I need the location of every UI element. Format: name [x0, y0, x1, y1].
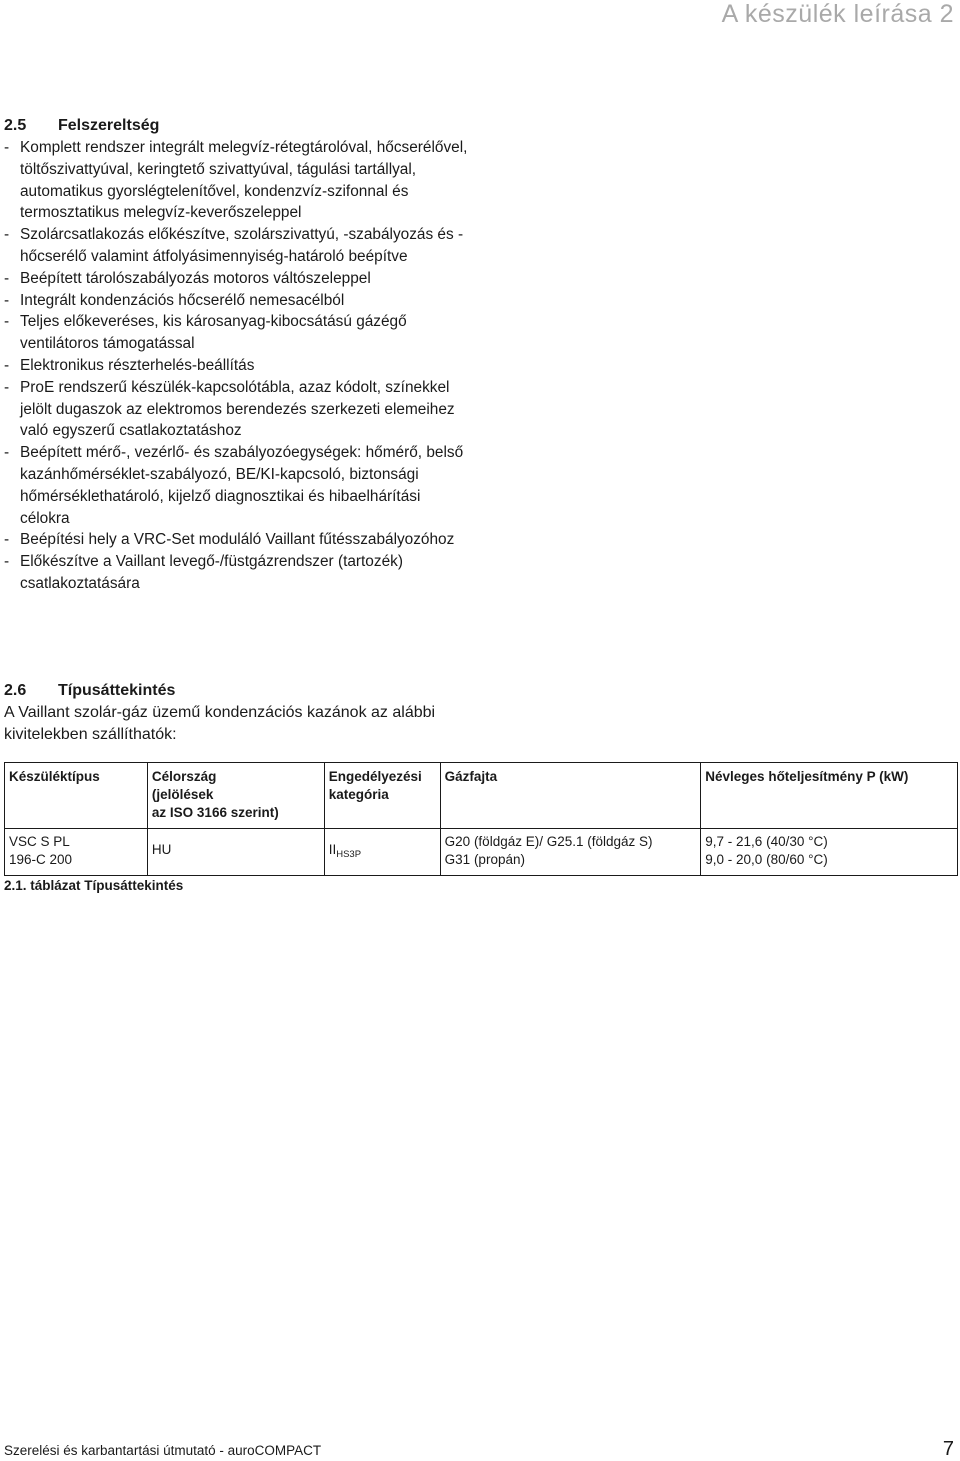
section-equipment: [4, 115, 474, 595]
footer-document-title: Szerelési és karbantartási útmutató - aurоCOMPACT: [4, 1443, 322, 1458]
type-overview-table: [4, 762, 958, 876]
page-header-title: A készülék leírása 2: [721, 0, 954, 28]
cell-device-type: VSC S PL 196-C 200: [5, 829, 148, 876]
list-item: - Komplett rendszer integrált melegvíz-rétegtárolóval, hőcserélővel, töltőszivattyúval, keringtető szivattyúval, tágulási tartállyal, automatikus gyorslégtelenítővel, kondenzvíz-szifonnal és termosztatikus melegvíz-keverőszeleppel: [4, 137, 474, 224]
list-item: - Beépített mérő-, vezérlő- és szabályozóegységek: hőmérő, belső kazánhőmérséklet-szabályozó, BE/KI-kapcsoló, biztonsági hőmérséklethatároló, kijelző diagnosztikai és hibaelhárítási célokra: [4, 442, 474, 529]
page-number: 7: [942, 1438, 954, 1460]
list-item: - Beépítési hely a VRC-Set moduláló Vaillant fűtésszabályozóhoz: [4, 529, 474, 551]
header-device-type: Készüléktípus: [5, 763, 148, 829]
header-nominal-power: Névleges hőteljesítmény P (kW): [701, 763, 958, 829]
cell-nominal-power: 9,7 - 21,6 (40/30 °C) 9,0 - 20,0 (80/60 °C): [701, 829, 958, 876]
cell-approval-category: $II_{HS3P}$: [324, 829, 440, 876]
cell-gas-type: G20 (földgáz E)/ G25.1 (földgáz S) G31 (propán): [440, 829, 701, 876]
header-gas-type: Gázfajta: [440, 763, 701, 829]
header-target-country: Célország (jelölések az ISO 3166 szerint): [147, 763, 324, 829]
section-number: 2.6: [4, 682, 27, 699]
section-heading: [4, 680, 474, 702]
header-approval-category: Engedélyezési kategória: [324, 763, 440, 829]
list-item: - Teljes előkeveréses, kis károsanyag-kibocsátású gázégő ventilátoros támogatással: [4, 311, 474, 355]
list-item: - ProE rendszerű készülék-kapcsolótábla, azaz kódolt, színekkel jelölt dugaszok az elektromos berendezés szerkezeti elemeihez való egyszerű csatlakoztatáshoz: [4, 377, 474, 442]
section-heading: [4, 115, 474, 137]
list-item: - Szolárcsatlakozás előkészítve, szolárszivattyú, -szabályozás és -hőcserélő valamint átfolyásimennyiség-határoló beépítve: [4, 224, 474, 268]
equipment-list: [4, 137, 474, 595]
table-header-row: [5, 763, 958, 829]
section-title: Felszereltség: [58, 117, 160, 134]
section-number: 2.5: [4, 117, 27, 134]
table-caption: 2.1. táblázat Típusáttekintés: [4, 878, 184, 893]
section-title: Típusáttekintés: [58, 682, 176, 699]
table-row: [5, 829, 958, 876]
section-intro: A Vaillant szolár-gáz üzemű kondenzációs kazánok az alábbi kivitelekben szállíthatók:: [4, 704, 436, 743]
section-type-overview: [4, 680, 474, 745]
list-item: - Beépített tárolószabályozás motoros váltószeleppel: [4, 268, 474, 290]
list-item: - Előkészítve a Vaillant levegő-/füstgázrendszer (tartozék) csatlakoztatására: [4, 551, 474, 595]
list-item: - Integrált kondenzációs hőcserélő nemesacélból: [4, 290, 474, 312]
list-item: - Elektronikus részterhelés-beállítás: [4, 355, 474, 377]
cell-target-country: HU: [147, 829, 324, 876]
